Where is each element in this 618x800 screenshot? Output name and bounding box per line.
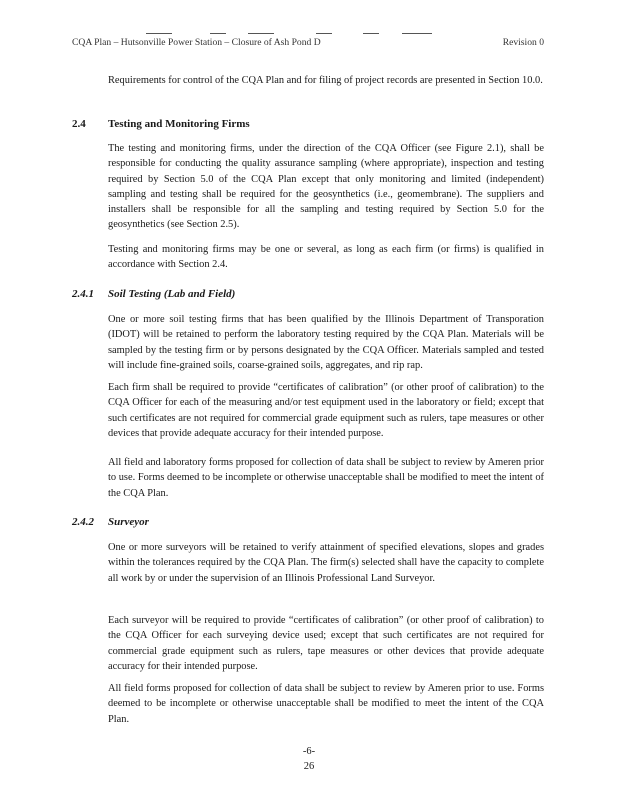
section-title: Surveyor	[108, 516, 149, 528]
section-2-4-2-para-1-block	[108, 540, 544, 586]
section-heading-2-4	[72, 118, 250, 130]
section-number: 2.4.1	[72, 288, 94, 300]
footer-page-label: -6-	[302, 746, 316, 757]
section-2-4-1-para-1-block	[108, 312, 544, 373]
section-2-4-1-paragraph: All field and laboratory forms proposed for collection of data shall be subject to review by Ameren prior to use. Forms deemed to be incomplete or otherwise unacceptable shall be modified to meet the intent of the CQA Plan.	[108, 457, 544, 499]
section-2-4-2-paragraph: Each surveyor will be required to provide “certificates of calibration” (or other proof of calibration) to the CQA Officer for each surveying device used; except that such certificates are not required for commercial grade equipment such as rulers, tape measures or other devices that provide adequate accuracy for their intended purpose.	[108, 615, 544, 672]
running-header	[72, 37, 544, 48]
section-2-4-para-1-block	[108, 141, 544, 233]
section-2-4-paragraph: The testing and monitoring firms, under the direction of the CQA Officer (see Figure 2.1), shall be responsible for conducting the quality assurance sampling (where appropriate), inspection and testing required by Section 5.0 of the CQA Plan except that only monitoring and limited (independent) sampling and testing shall be required for the geosynthetics (i.e., geomembrane). The suppliers and installers shall be responsible for all the sampling and testing required by Section 5.0 for the geosynthetics (see Section 2.5).	[108, 143, 544, 231]
intro-paragraph-block	[108, 73, 544, 88]
header-title: CQA Plan – Hutsonville Power Station – Closure of Ash Pond D	[72, 37, 321, 48]
section-2-4-1-para-2-block	[108, 380, 544, 441]
header-revision: Revision 0	[502, 37, 544, 48]
footer-page-number: 26	[303, 761, 315, 772]
section-2-4-2-paragraph: One or more surveyors will be retained to verify attainment of specified elevations, slopes and grades within the tolerances required by the CQA Plan. The firm(s) selected shall have the capacity to complete all work by or under the supervision of an Illinois Professional Land Surveyor.	[108, 542, 544, 584]
section-2-4-2-para-3-block	[108, 681, 544, 727]
section-2-4-1-paragraph: Each firm shall be required to provide “certificates of calibration” (or other proof of calibration) to the CQA Officer for each of the measuring and/or test equipment used in the laboratory or field; except that such certificates are not required for commercial grade equipment such as rulers, tape measures or other devices that provide adequate accuracy for their intended purpose.	[108, 382, 544, 439]
section-2-4-2-para-2-block	[108, 613, 544, 674]
intro-paragraph: Requirements for control of the CQA Plan and for filing of project records are presented in Section 10.0.	[108, 75, 543, 86]
section-2-4-1-paragraph: One or more soil testing firms that has been qualified by the Illinois Department of Transporation (IDOT) will be retained to perform the laboratory testing required by the CQA Plan. Materials will be sampled by the testing firm or by persons designated by the CQA Officer. Materials sampled and tested will include fine-grained soils, coarse-grained soils, aggregates, and rip rap.	[108, 314, 544, 371]
section-heading-2-4-2	[72, 516, 149, 528]
section-title: Testing and Monitoring Firms	[108, 118, 250, 130]
section-heading-2-4-1	[72, 288, 235, 300]
section-2-4-1-para-3-block	[108, 455, 544, 501]
section-number: 2.4.2	[72, 516, 94, 528]
section-2-4-2-paragraph: All field forms proposed for collection of data shall be subject to review by Ameren prior to use. Forms deemed to be incomplete or otherwise unacceptable shall be modified to meet the intent of the CQA Plan.	[108, 683, 544, 725]
section-number: 2.4	[72, 118, 86, 130]
section-2-4-para-2-block	[108, 242, 544, 273]
section-2-4-paragraph: Testing and monitoring firms may be one or several, as long as each firm (or firms) is qualified in accordance with Section 2.4.	[108, 244, 544, 271]
section-title: Soil Testing (Lab and Field)	[108, 288, 236, 300]
